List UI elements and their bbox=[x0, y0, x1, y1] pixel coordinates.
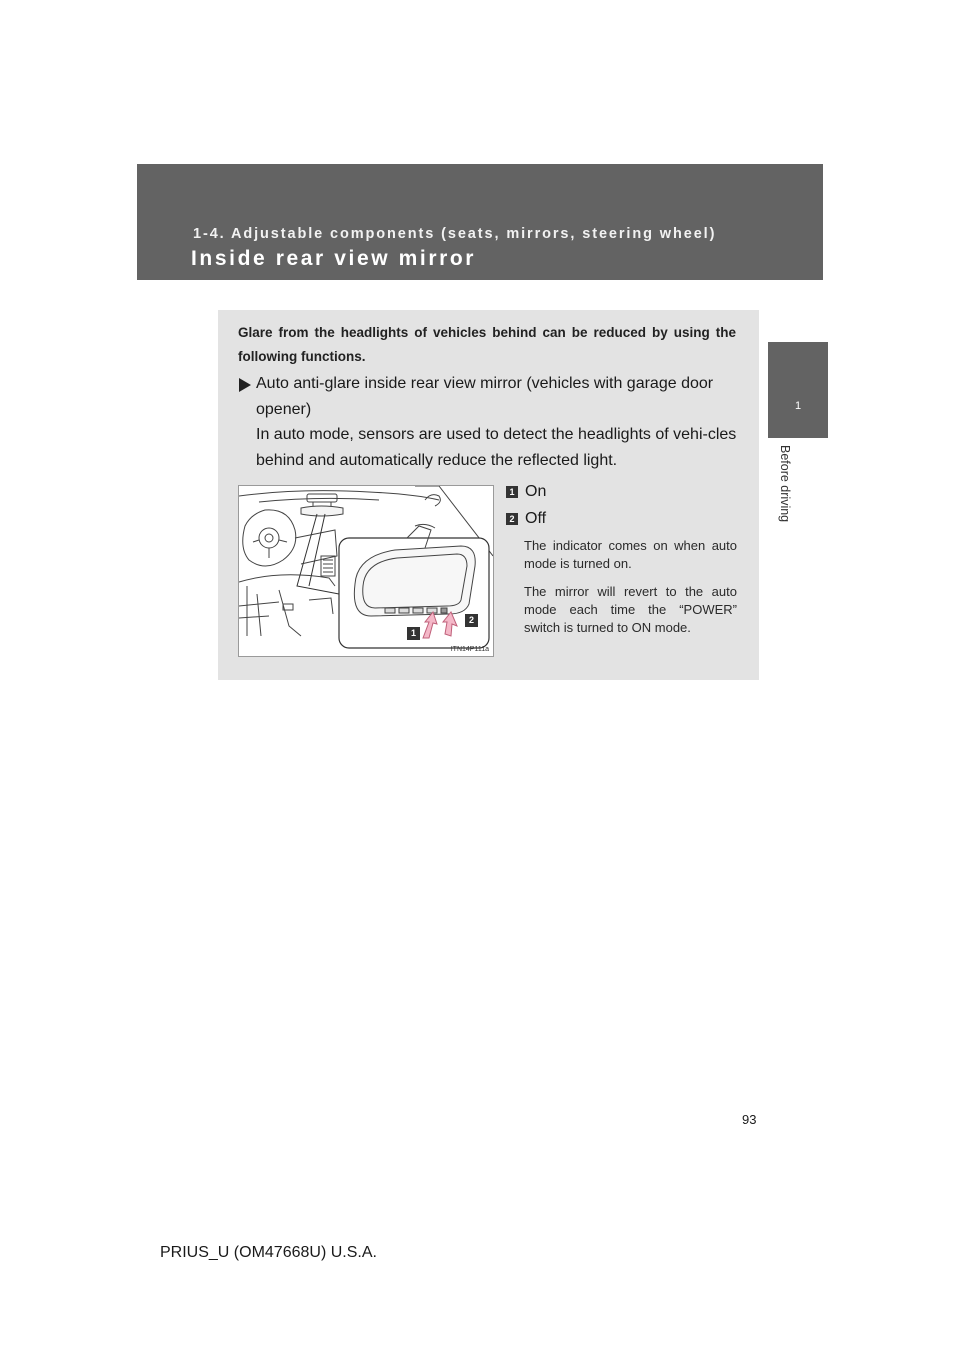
bullet-arrow-icon bbox=[239, 378, 251, 392]
content-panel bbox=[218, 310, 759, 680]
feature-title: Auto anti-glare inside rear view mirror (vehicles with garage door opener) bbox=[256, 375, 714, 418]
chapter-tab bbox=[768, 342, 828, 438]
note-indicator: The indicator comes on when auto mode is turned on. bbox=[524, 538, 737, 571]
chapter-label: Before driving bbox=[778, 445, 792, 523]
mirror-illustration bbox=[238, 485, 494, 657]
legend-label-off: Off bbox=[525, 510, 547, 527]
page-header bbox=[137, 164, 823, 280]
callout-1-badge: 1 bbox=[407, 627, 420, 640]
document-code: PRIUS_U (OM47668U) U.S.A. bbox=[160, 1244, 377, 1261]
legend-badge-1: 1 bbox=[506, 486, 518, 498]
rear-view-mirror-drawing bbox=[239, 486, 493, 656]
feature-description: In auto mode, sensors are used to detect the headlights of vehi-cles behind and automatically reduce the reflected light. bbox=[256, 426, 737, 469]
illustration-code: ITN14P111a bbox=[450, 646, 489, 653]
page-number: 93 bbox=[742, 1112, 757, 1127]
chapter-number: 1 bbox=[794, 400, 802, 412]
note-auto-revert: The mirror will revert to the auto mode each time the “POWER” switch is turned to ON mode. bbox=[524, 584, 737, 635]
section-label: 1-4. Adjustable components (seats, mirrors, steering wheel) bbox=[193, 226, 717, 242]
callout-2-badge: 2 bbox=[465, 614, 478, 627]
legend-badge-2: 2 bbox=[506, 513, 518, 525]
legend-label-on: On bbox=[525, 483, 547, 500]
intro-text: Glare from the headlights of vehicles behind can be reduced by using the following functions. bbox=[238, 325, 736, 364]
page-title: Inside rear view mirror bbox=[191, 247, 477, 270]
